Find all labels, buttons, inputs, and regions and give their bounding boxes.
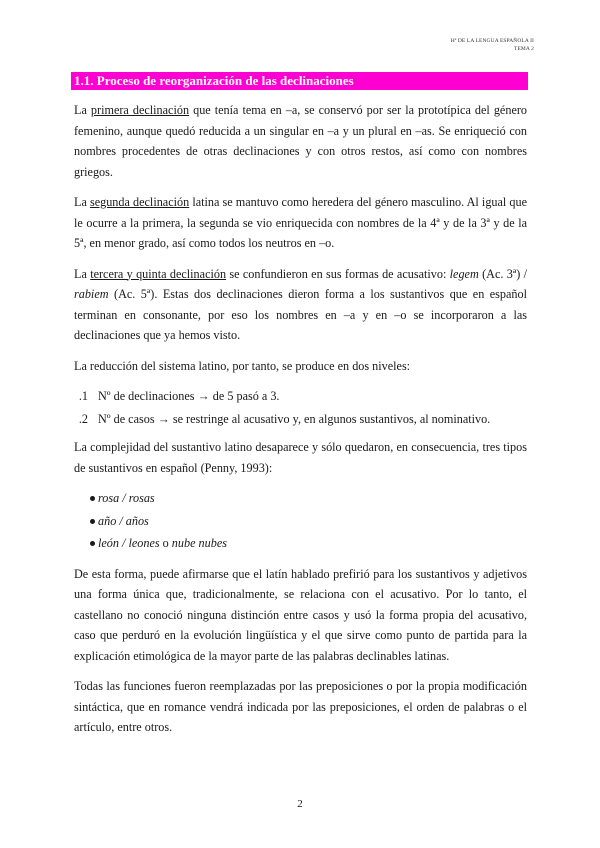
example-ano: año / años	[98, 513, 149, 528]
document-body	[74, 100, 527, 748]
bullet-icon	[90, 519, 95, 524]
text-run: se confundieron en sus formas de acusativo:	[226, 266, 450, 281]
paragraph-reduction-intro: La reducción del sistema latino, por tanto, se produce en dos niveles:	[74, 358, 411, 373]
list-item	[74, 488, 527, 509]
paragraph-accusative: De esta forma, puede afirmarse que el latín hablado prefirió para los sustantivos y adjetivos una forma única que, tradicionalmente, se relaciona con el acusativo. Por lo tanto, el castellano no conoció ninguna distinción entre casos y usó la forma propia del acusativo, caso que perduró en la evolución lingüística y el que sirve como punto de partida para la explicación etimológica de la mayor parte de las palabras declinables latinas.	[74, 566, 527, 663]
text-run: La	[74, 103, 91, 117]
example-nube: nube nubes	[171, 536, 227, 550]
page-header	[451, 37, 534, 53]
list-item: 1. Nº de declinaciones → de 5 pasó a 3.	[78, 389, 280, 403]
term-third-fifth-declension: tercera y quinta declinación	[90, 266, 227, 281]
term-second-declension: segunda declinación	[89, 195, 190, 209]
paragraph-first-declension	[74, 100, 527, 182]
list-item: 2. Nº de casos → se restringe al acusativo y, en algunos sustantivos, al nominativo.	[78, 411, 491, 426]
example-rosa: rosa / rosas	[98, 491, 155, 505]
section-heading-bar	[71, 72, 528, 90]
list-item	[74, 511, 527, 532]
bullet-icon	[90, 496, 95, 501]
paragraph-functions: Todas las funciones fueron reemplazadas por las preposiciones o por la propia modificación sintáctica, que en romance vendrá indicada por las preposiciones, el orden de palabras o el artículo, entre otros.	[74, 679, 527, 734]
text-run: La	[74, 266, 91, 281]
text-run: o	[159, 536, 172, 550]
header-topic: TEMA 2	[513, 46, 534, 52]
list-item	[74, 533, 527, 554]
header-subject: Hª DE LA LENGUA ESPAÑOLA II	[450, 38, 534, 44]
noun-examples-list	[74, 488, 527, 554]
text-run: latina se mantuvo como heredera del género masculino. Al igual que le ocurre a la primera, la segunda se vio enriquecida con nombres de la 4ª y de la 3ª y de la 5ª, en menor grado, así como todos los neutros en –o.	[74, 195, 528, 250]
paragraph-third-fifth-declension	[74, 264, 527, 346]
list-item-text: Nº de declinaciones → de 5 pasó a 3.	[98, 389, 280, 403]
text-run: (Ac. 5ª). Estas dos declinaciones dieron forma a los sustantivos que en español terminan en consonante, por eso los nombres en –a y en –o se incorporaron a las declinaciones que ya hemos visto.	[74, 287, 527, 342]
latin-word-legem: legem	[449, 266, 479, 281]
latin-word-rabiem: rabiem	[74, 287, 109, 301]
bullet-icon	[90, 541, 95, 546]
text-run: (Ac. 3ª) /	[478, 266, 527, 281]
paragraph-noun-types: La complejidad del sustantivo latino desaparece y sólo quedaron, en consecuencia, tres tipos de sustantivos en español (Penny, 1993):	[74, 440, 527, 475]
section-title: 1.1. Proceso de reorganización de las declinaciones	[74, 73, 354, 88]
example-leon: león / leones	[98, 536, 160, 550]
term-first-declension: primera declinación	[90, 103, 190, 117]
reduction-levels-list	[74, 386, 527, 429]
paragraph-second-declension	[74, 192, 527, 254]
list-item-text: Nº de casos → se restringe al acusativo y, en algunos sustantivos, al nominativo.	[98, 411, 491, 426]
page-number: 2	[297, 798, 303, 810]
text-run: que tenía tema en –a, se conservó por ser la prototípica del género femenino, aunque quedó reducida a un singular en –a y un plural en –as. Se enriqueció con nombres procedentes de otras declinaciones y con otros restos, así como con nombres griegos.	[74, 103, 528, 179]
text-run: La	[74, 195, 90, 209]
